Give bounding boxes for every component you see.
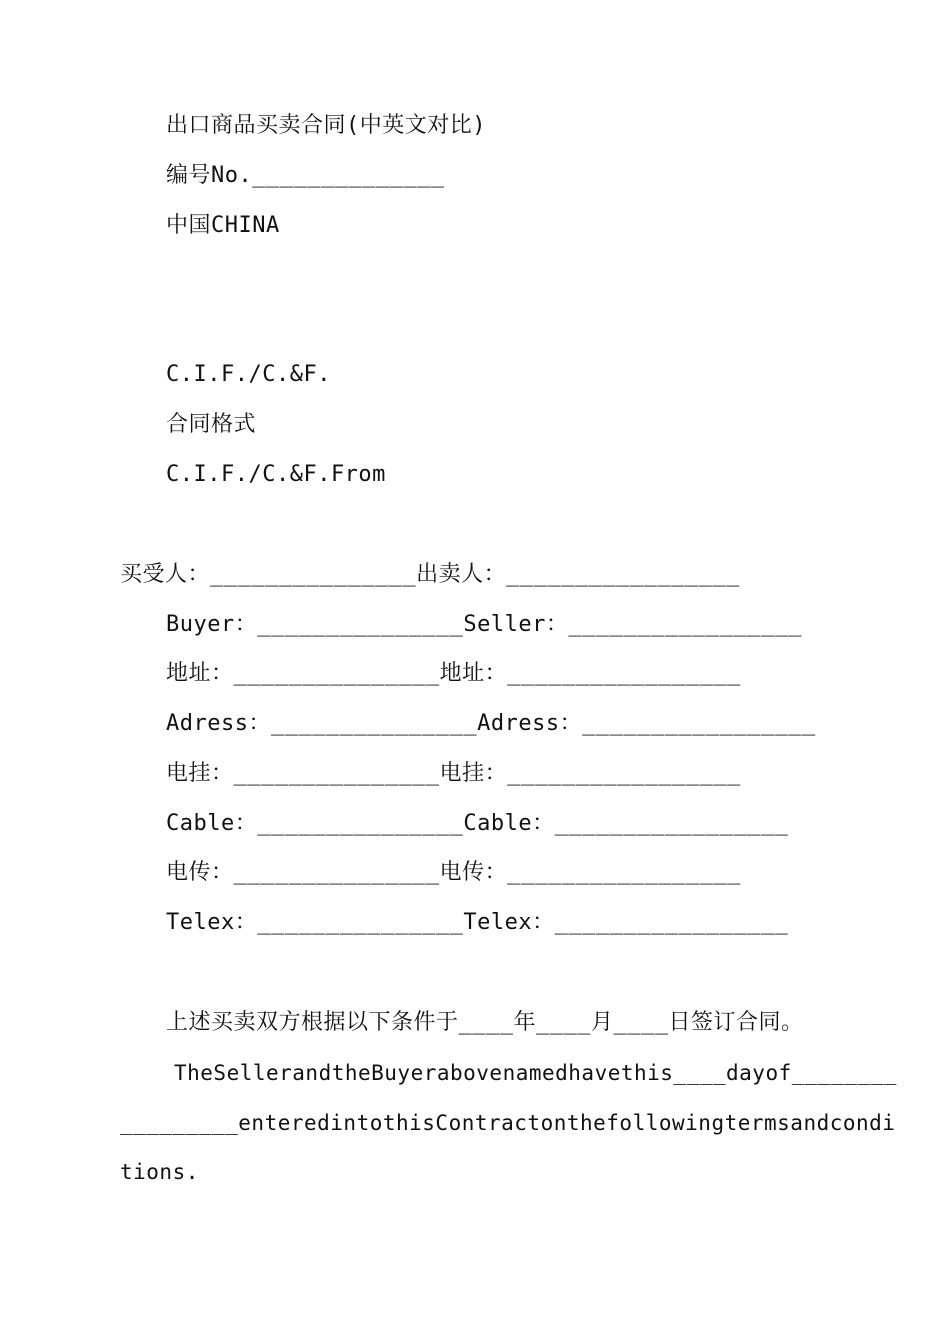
cable-row-en: Cable：_______________Cable：_________________ (166, 811, 789, 836)
country-line: 中国CHINA (166, 213, 280, 238)
party-row-en: Buyer：_______________Seller：_________________ (166, 612, 803, 637)
cif-cf-from-line: C.I.F./C.&F.From (166, 462, 386, 487)
telex-row-en: Telex：_______________Telex：_________________ (166, 910, 789, 935)
agreement-en-line-2: _________enteredintothisContractonthefollowingtermsandcondi (120, 1111, 896, 1135)
agreement-cn-line: 上述买卖双方根据以下条件于____年____月____日签订合同。 (166, 1010, 804, 1035)
party-row-cn: 买受人：_______________出卖人：_________________ (120, 562, 740, 587)
cif-cf-line: C.I.F./C.&F. (166, 362, 331, 387)
agreement-en-line-1: TheSellerandtheBuyerabovenamedhavethis____dayof________ (174, 1061, 897, 1085)
agreement-en-line-3: tions. (120, 1160, 199, 1184)
contract-format-line: 合同格式 (166, 412, 257, 437)
address-row-cn: 地址：_______________地址：_________________ (166, 661, 741, 686)
address-row-en: Adress：_______________Adress：_________________ (166, 711, 816, 736)
contract-title: 出口商品买卖合同(中英文对比) (166, 113, 486, 138)
telex-row-cn: 电传：_______________电传：_________________ (166, 860, 741, 885)
contract-number-line: 编号No.______________ (166, 163, 445, 188)
cable-row-cn: 电挂：_______________电挂：_________________ (166, 761, 741, 786)
